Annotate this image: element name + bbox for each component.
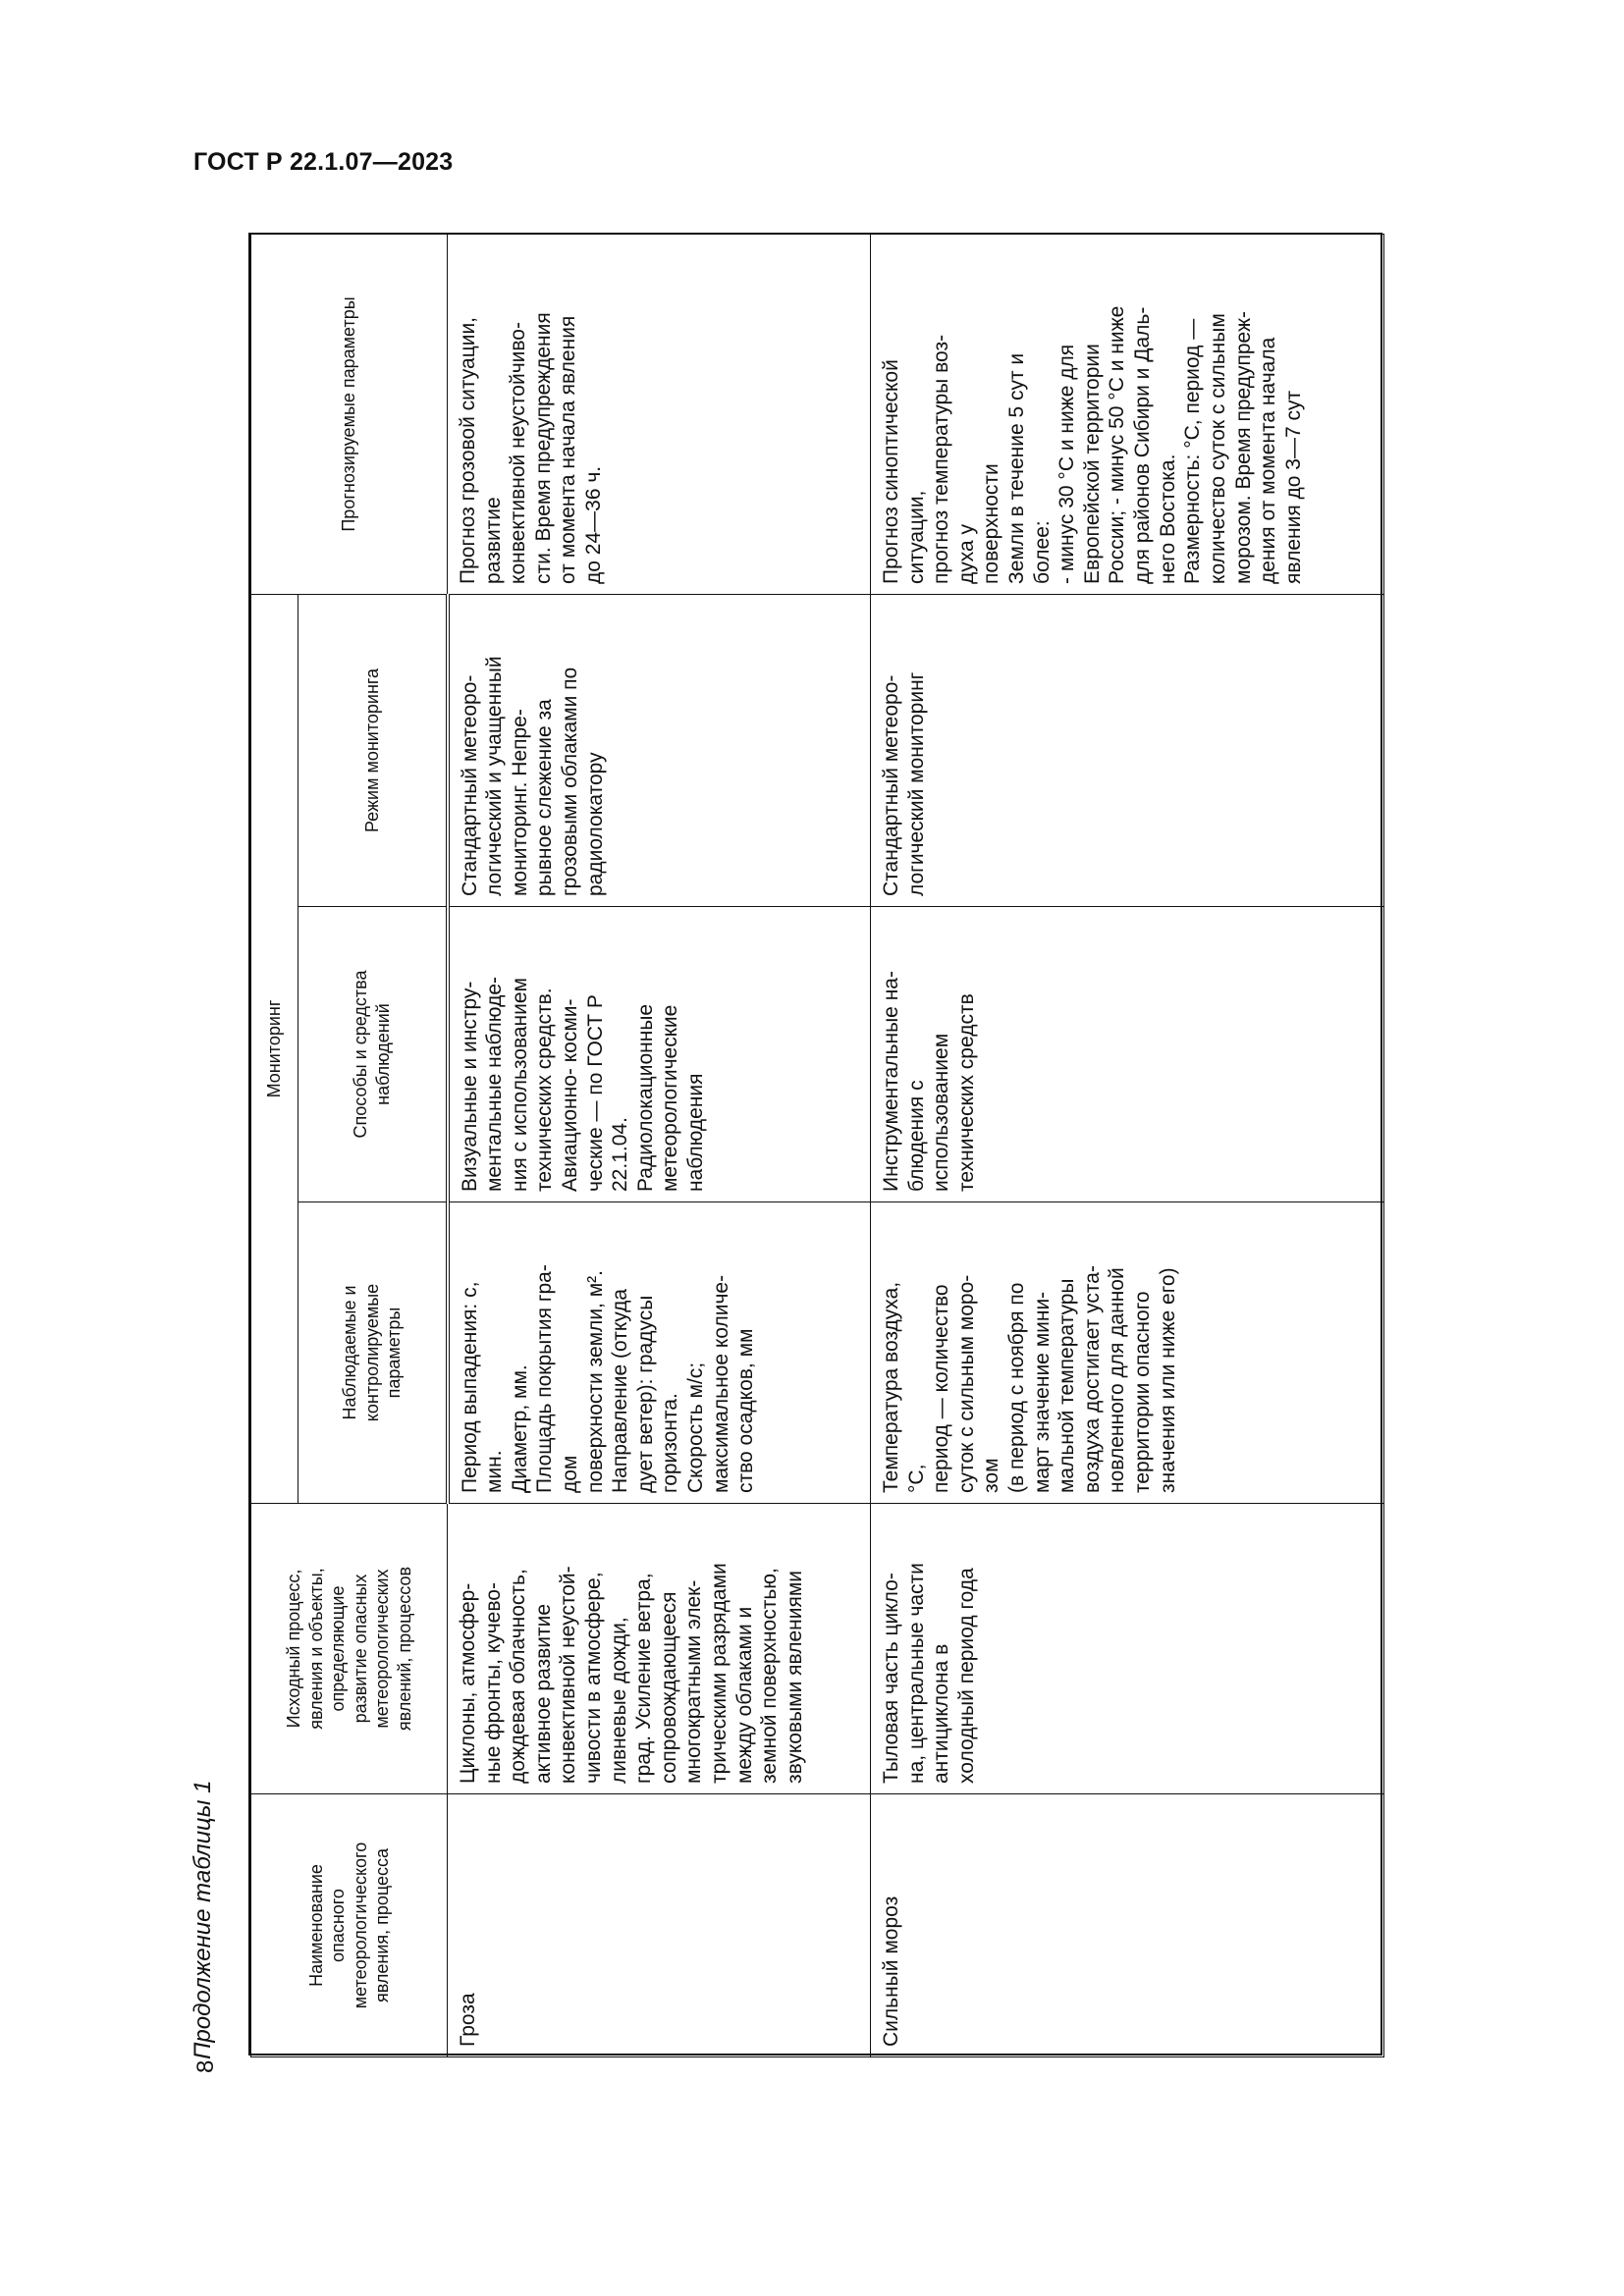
table-continuation-label: Продолжение таблицы 1 bbox=[189, 1780, 216, 2059]
header-forecast: Прогнозируемые параметры bbox=[251, 234, 448, 594]
cell-methods: Визуальные и инстру- ментальные наблюде- ния с использованием технических средств. Авиационно- косми- ческие — по ГОСТ Р 22.1.04. Радиолокационные метеорологические наблюдения bbox=[448, 907, 871, 1202]
cell-source: Циклоны, атмосфер- ные фронты, кучево- дождевая облачность, активное развитие конвективной неустой- чивости в атмосфере, ливневые дожди, град. Усиление ветра, сопровождающееся многократными элек- трическими разрядами между облаками и земной поверхностью, звуковыми явлениями bbox=[448, 1504, 871, 1794]
hazard-monitoring-table bbox=[250, 234, 1384, 2057]
header-observed: Наблюдаемые и контролируемые параметры bbox=[298, 1202, 448, 1504]
cell-mode: Стандартный метеоро- логический и учащенный мониторинг. Непре- рывное слежение за грозовыми облаками по радиолокатору bbox=[448, 594, 871, 906]
cell-mode: Стандартный метеоро- логический мониторинг bbox=[871, 594, 1384, 906]
header-name: Наименование опасного метеорологического явления, процесса bbox=[251, 1794, 448, 2057]
cell-methods: Инструментальные на- блюдения с использованием технических средств bbox=[871, 907, 1384, 1202]
table-row bbox=[871, 234, 1384, 2056]
header-methods: Способы и средства наблюдений bbox=[298, 907, 448, 1202]
cell-forecast: Прогноз синоптической ситуации, прогноз температуры воз- духа у поверхности Земли в течение 5 сут и более: - минус 30 °С и ниже для Европейской территории России; - минус 50 °С и ниже для районов Сибири и Даль- него Востока. Размерность: °С, период — количество суток с сильным морозом. Время предупреж- дения от момента начала явления до 3—7 сут bbox=[871, 234, 1384, 594]
cell-name: Гроза bbox=[448, 1794, 871, 2057]
table-row bbox=[448, 234, 871, 2056]
cell-observed: Температура воздуха, °С, период — количество суток с сильным моро- зом (в период с ноября по март значение мини- мальной температуры воздуха достигает уста- новленного для данной территории опасного значения или ниже его) bbox=[871, 1202, 1384, 1504]
cell-observed: Период выпадения: с, мин. Диаметр, мм. Площадь покрытия гра- дом поверхности земли, м². Направление (откуда дует ветер): градусы горизонта. Скорость м/с; максимальное количе- ство осадков, мм bbox=[448, 1202, 871, 1504]
cell-forecast: Прогноз грозовой ситуации, развитие конвективной неустойчиво- сти. Время предупреждения от момента начала явления до 24—36 ч. bbox=[448, 234, 871, 594]
rotated-table-container bbox=[250, 235, 1384, 2057]
table-frame bbox=[248, 233, 1382, 2056]
header-mode: Режим мониторинга bbox=[298, 594, 448, 906]
cell-source: Тыловая часть цикло- на, центральные части антициклона в холодный период года bbox=[871, 1504, 1384, 1794]
cell-name: Сильный мороз bbox=[871, 1794, 1384, 2057]
header-source: Исходный процесс, явления и объекты, определяющие развитие опасных метеорологических явлений, процессов bbox=[251, 1504, 448, 1794]
document-standard-header: ГОСТ Р 22.1.07—2023 bbox=[193, 148, 454, 176]
page-number: 8 bbox=[192, 2059, 219, 2073]
header-monitoring: Мониторинг bbox=[251, 594, 298, 1503]
